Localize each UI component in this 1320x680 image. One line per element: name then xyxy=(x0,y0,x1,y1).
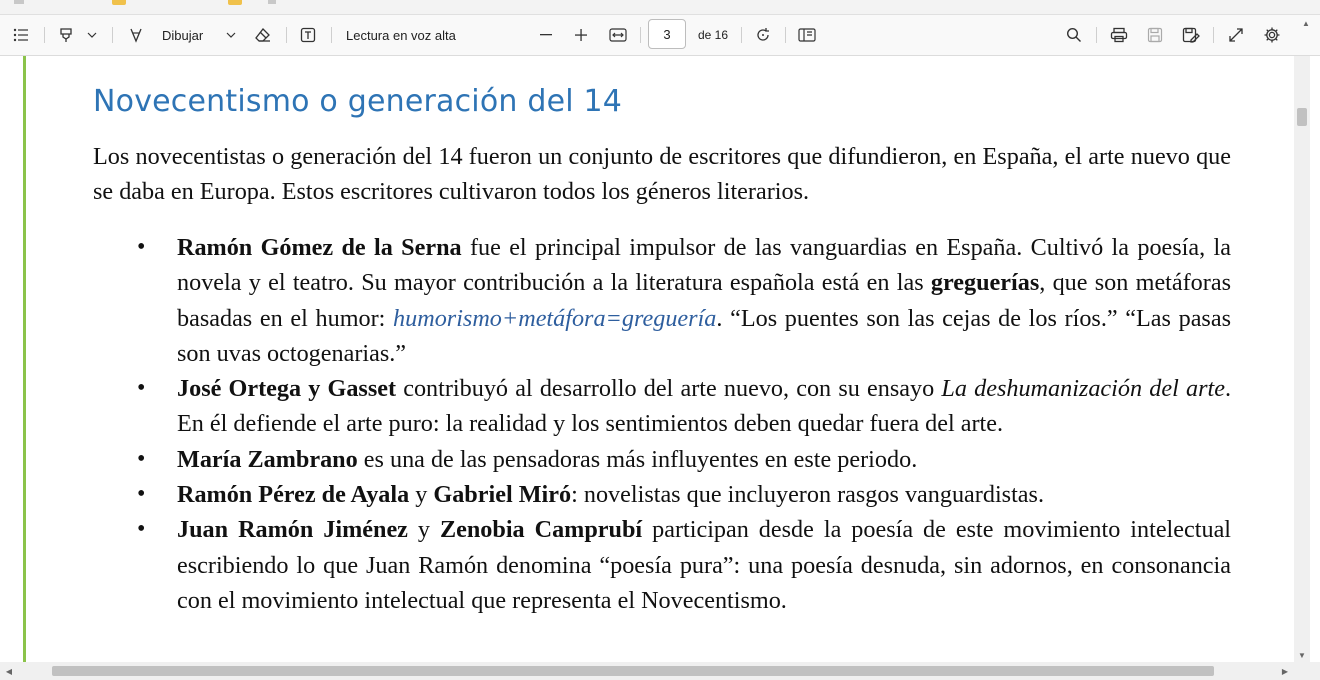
fit-width-icon[interactable] xyxy=(607,15,629,55)
item-text: es una de las pensadoras más influyentes en este periodo. xyxy=(357,445,918,473)
pdf-page xyxy=(23,56,1294,662)
folder-tab-icon[interactable] xyxy=(112,0,126,5)
highlighter-icon[interactable] xyxy=(55,15,77,55)
draw-button[interactable] xyxy=(128,15,228,55)
print-icon[interactable] xyxy=(1108,15,1130,55)
term: greguerías xyxy=(930,269,1040,297)
author-name: José Ortega y Gasset xyxy=(177,375,397,403)
pen-icon xyxy=(128,27,144,43)
toolbar-divider xyxy=(286,27,287,43)
toolbar-divider xyxy=(1213,27,1214,43)
work-title: La deshumanización del arte xyxy=(941,375,1225,403)
page-view-icon[interactable] xyxy=(796,15,818,55)
item-text: y xyxy=(407,516,440,544)
browser-tab-strip xyxy=(0,0,1320,15)
item-text: fue el principal impulsor de las vanguardias en España. Cultivó la poesía, la novela y el teatro. Su mayor contribución a la literatura española está en las xyxy=(177,234,1231,297)
bullet: • xyxy=(137,516,146,543)
toolbar-divider xyxy=(640,27,641,43)
toolbar-divider xyxy=(785,27,786,43)
author-name: Ramón Pérez de Ayala xyxy=(177,481,410,509)
read-aloud-label: Lectura en voz alta xyxy=(346,27,456,43)
item-text: contribuyó al desarrollo del arte nuevo, con su ensayo xyxy=(396,375,942,403)
save-as-icon[interactable] xyxy=(1180,15,1202,55)
plus-icon[interactable] xyxy=(571,15,591,55)
expand-icon[interactable] xyxy=(1225,15,1247,55)
intro-paragraph: Los novecentistas o generación del 14 fueron un conjunto de escritores que difundieron, en España, el arte nuevo que se daba en Europa. Estos escritores cultivaron todos los géneros literarios. xyxy=(93,143,1231,205)
chevron-down-icon[interactable] xyxy=(84,15,100,55)
horizontal-scrollbar[interactable] xyxy=(0,662,1294,680)
scrollbar-corner xyxy=(1294,662,1320,680)
pdf-toolbar xyxy=(0,15,1320,56)
folder-tab-icon[interactable] xyxy=(228,0,242,5)
bullet: • xyxy=(137,375,146,402)
bullet: • xyxy=(137,234,146,260)
toolbar-divider xyxy=(112,27,113,43)
author-name: Ramón Gómez de la Serna xyxy=(177,234,462,261)
item-text: . “Los puentes son las cejas de los ríos.” “Las pasas son uvas octogenarias.” xyxy=(177,304,1231,367)
toolbar-divider xyxy=(741,27,742,43)
save-icon[interactable] xyxy=(1144,15,1166,55)
viewer-left-margin xyxy=(0,56,23,662)
horizontal-scroll-thumb[interactable] xyxy=(52,666,1214,676)
tab-fragment[interactable] xyxy=(14,0,24,4)
toolbar-divider xyxy=(44,27,45,43)
list-item xyxy=(93,512,1231,618)
formula-text: humorismo+metáfora=greguería xyxy=(393,304,717,332)
list-item xyxy=(93,442,1231,477)
list-item xyxy=(93,230,1231,371)
item-text: : novelistas que incluyeron rasgos vanguardistas. xyxy=(571,481,1044,509)
item-text: y xyxy=(409,481,434,509)
author-name: María Zambrano xyxy=(177,445,358,473)
page-total xyxy=(693,15,733,55)
item-text: participan desde la poesía de este movimiento intelectual escribiendo lo que Juan Ramón denomina “poesía pura”: una poesía desnuda, sin adornos, en consonancia con el movimiento intelectual que representa el Novecentismo. xyxy=(177,516,1232,614)
author-name: Zenobia Camprubí xyxy=(439,516,643,544)
scroll-left-arrow[interactable]: ◀ xyxy=(5,666,13,676)
item-text: . En él defiende el arte puro: la realidad y los sentimientos deben quedar fuera del arte. xyxy=(177,375,1231,438)
bullet: • xyxy=(137,445,146,472)
minus-icon[interactable] xyxy=(536,15,556,55)
page-total-label: de 16 xyxy=(697,28,729,42)
text-box-icon[interactable] xyxy=(297,15,319,55)
vertical-scroll-thumb[interactable] xyxy=(1297,108,1307,126)
read-aloud-button[interactable] xyxy=(346,15,466,55)
author-list xyxy=(93,230,1231,618)
bullet: • xyxy=(137,481,146,508)
item-text: , que son metáforas basadas en el humor: xyxy=(177,269,1231,332)
gear-icon[interactable] xyxy=(1261,15,1283,55)
search-icon[interactable] xyxy=(1063,15,1085,55)
list-item xyxy=(93,477,1231,512)
toolbar-divider xyxy=(1096,27,1097,43)
eraser-icon[interactable] xyxy=(252,15,274,55)
scroll-down-arrow[interactable]: ▼ xyxy=(1298,650,1306,660)
page-title: Novecentismo o generación del 14 xyxy=(93,84,623,119)
scroll-up-arrow-top[interactable]: ▲ xyxy=(1302,18,1310,28)
tab-fragment[interactable] xyxy=(268,0,276,4)
toolbar-divider xyxy=(331,27,332,43)
author-name: Juan Ramón Jiménez xyxy=(177,516,408,544)
author-name: Gabriel Miró xyxy=(433,481,572,509)
vertical-scrollbar[interactable] xyxy=(1294,56,1310,662)
rotate-icon[interactable] xyxy=(752,15,774,55)
draw-label: Dibujar xyxy=(162,27,204,43)
list-icon[interactable] xyxy=(10,15,32,55)
viewer-right-margin xyxy=(1310,56,1320,662)
list-item xyxy=(93,371,1231,442)
scroll-right-arrow[interactable]: ▶ xyxy=(1281,666,1289,676)
chevron-down-icon[interactable] xyxy=(223,15,239,55)
page-number-input[interactable]: 3 xyxy=(648,19,686,49)
